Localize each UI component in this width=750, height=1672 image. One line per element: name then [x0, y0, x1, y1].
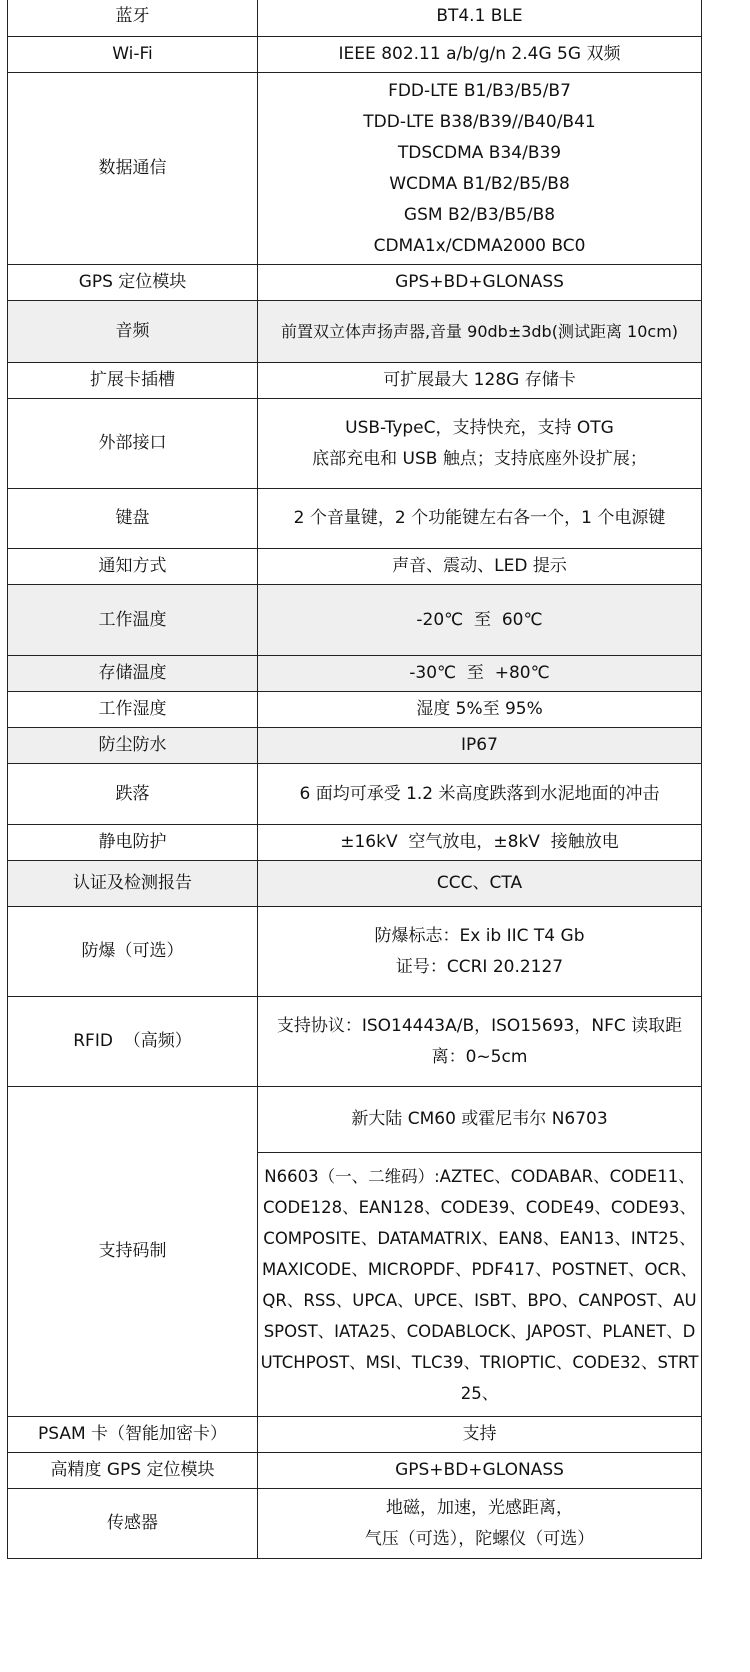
- row-label: 静电防护: [8, 825, 258, 861]
- row-value: 湿度 5%至 95%: [258, 692, 702, 728]
- table-row: [8, 656, 702, 692]
- row-value: 地磁，加速，光感距离， 气压（可选），陀螺仪（可选）: [258, 1489, 702, 1559]
- row-value: IEEE 802.11 a/b/g/n 2.4G 5G 双频: [258, 37, 702, 73]
- row-value: GPS+BD+GLONASS: [258, 265, 702, 301]
- row-label: 防尘防水: [8, 728, 258, 764]
- table-row: [8, 489, 702, 549]
- table-row: [8, 728, 702, 764]
- row-label: 传感器: [8, 1489, 258, 1559]
- row-label: 跌落: [8, 764, 258, 825]
- row-label: 外部接口: [8, 399, 258, 489]
- row-label: 支持码制: [8, 1087, 258, 1417]
- row-label: 工作湿度: [8, 692, 258, 728]
- table-row: [8, 37, 702, 73]
- row-label: 认证及检测报告: [8, 861, 258, 907]
- row-label: 防爆（可选）: [8, 907, 258, 997]
- row-value: 支持: [258, 1417, 702, 1453]
- table-row: [8, 764, 702, 825]
- row-value: -30℃ 至 +80℃: [258, 656, 702, 692]
- row-value: 支持协议：ISO14443A/B，ISO15693，NFC 读取距离：0~5cm: [258, 997, 702, 1087]
- table-row: [8, 301, 702, 363]
- row-label: Wi-Fi: [8, 37, 258, 73]
- row-label: 音频: [8, 301, 258, 363]
- row-label: GPS 定位模块: [8, 265, 258, 301]
- table-row: [8, 692, 702, 728]
- table-row: [8, 907, 702, 997]
- row-value: GPS+BD+GLONASS: [258, 1453, 702, 1489]
- row-label: 蓝牙: [8, 0, 258, 37]
- spec-table: [7, 0, 702, 1559]
- table-row: [8, 1417, 702, 1453]
- row-label: RFID （高频）: [8, 997, 258, 1087]
- scan-engine: 新大陆 CM60 或霍尼韦尔 N6703: [258, 1087, 702, 1153]
- table-row: [8, 1453, 702, 1489]
- row-value: IP67: [258, 728, 702, 764]
- table-row: [8, 0, 702, 37]
- row-value: 2 个音量键，2 个功能键左右各一个，1 个电源键: [258, 489, 702, 549]
- row-label: 存储温度: [8, 656, 258, 692]
- row-value: 前置双立体声扬声器,音量 90db±3db(测试距离 10cm): [258, 301, 702, 363]
- row-label: 工作温度: [8, 585, 258, 656]
- table-row: [8, 363, 702, 399]
- row-label: 高精度 GPS 定位模块: [8, 1453, 258, 1489]
- row-value: FDD-LTE B1/B3/B5/B7 TDD-LTE B38/B39//B40/B41 TDSCDMA B34/B39 WCDMA B1/B2/B5/B8 GSM B2/B3/B5/B8 CDMA1x/CDMA2000 BC0: [258, 73, 702, 265]
- table-row: [8, 1489, 702, 1559]
- row-value: 6 面均可承受 1.2 米高度跌落到水泥地面的冲击: [258, 764, 702, 825]
- row-label: 通知方式: [8, 549, 258, 585]
- table-row: [8, 549, 702, 585]
- table-row: [8, 585, 702, 656]
- table-row: [8, 73, 702, 265]
- table-row: [8, 399, 702, 489]
- row-label: 键盘: [8, 489, 258, 549]
- row-label: 扩展卡插槽: [8, 363, 258, 399]
- row-value: CCC、CTA: [258, 861, 702, 907]
- row-value: -20℃ 至 60℃: [258, 585, 702, 656]
- table-row: [8, 825, 702, 861]
- row-label: PSAM 卡（智能加密卡）: [8, 1417, 258, 1453]
- table-row: [8, 265, 702, 301]
- row-label: 数据通信: [8, 73, 258, 265]
- table-row: [8, 1087, 702, 1153]
- row-value: 防爆标志：Ex ib IIC T4 Gb 证号：CCRI 20.2127: [258, 907, 702, 997]
- row-value: 可扩展最大 128G 存储卡: [258, 363, 702, 399]
- table-row: [8, 997, 702, 1087]
- row-value: ±16kV 空气放电，±8kV 接触放电: [258, 825, 702, 861]
- row-value: 声音、震动、LED 提示: [258, 549, 702, 585]
- row-value: USB-TypeC，支持快充，支持 OTG 底部充电和 USB 触点；支持底座外设扩展；: [258, 399, 702, 489]
- barcode-symbologies: N6603（一、二维码）:AZTEC、CODABAR、CODE11、CODE128、EAN128、CODE39、CODE49、CODE93、COMPOSITE、DATAMATRIX、EAN8、EAN13、INT25、MAXICODE、MICROPDF、PDF417、POSTNET、OCR、QR、RSS、UPCA、UPCE、ISBT、BPO、CANPOST、AUSPOST、IATA25、CODABLOCK、JAPOST、PLANET、DUTCHPOST、MSI、TLC39、TRIOPTIC、CODE32、STRT25、: [258, 1153, 702, 1417]
- row-value: BT4.1 BLE: [258, 0, 702, 37]
- table-row: [8, 861, 702, 907]
